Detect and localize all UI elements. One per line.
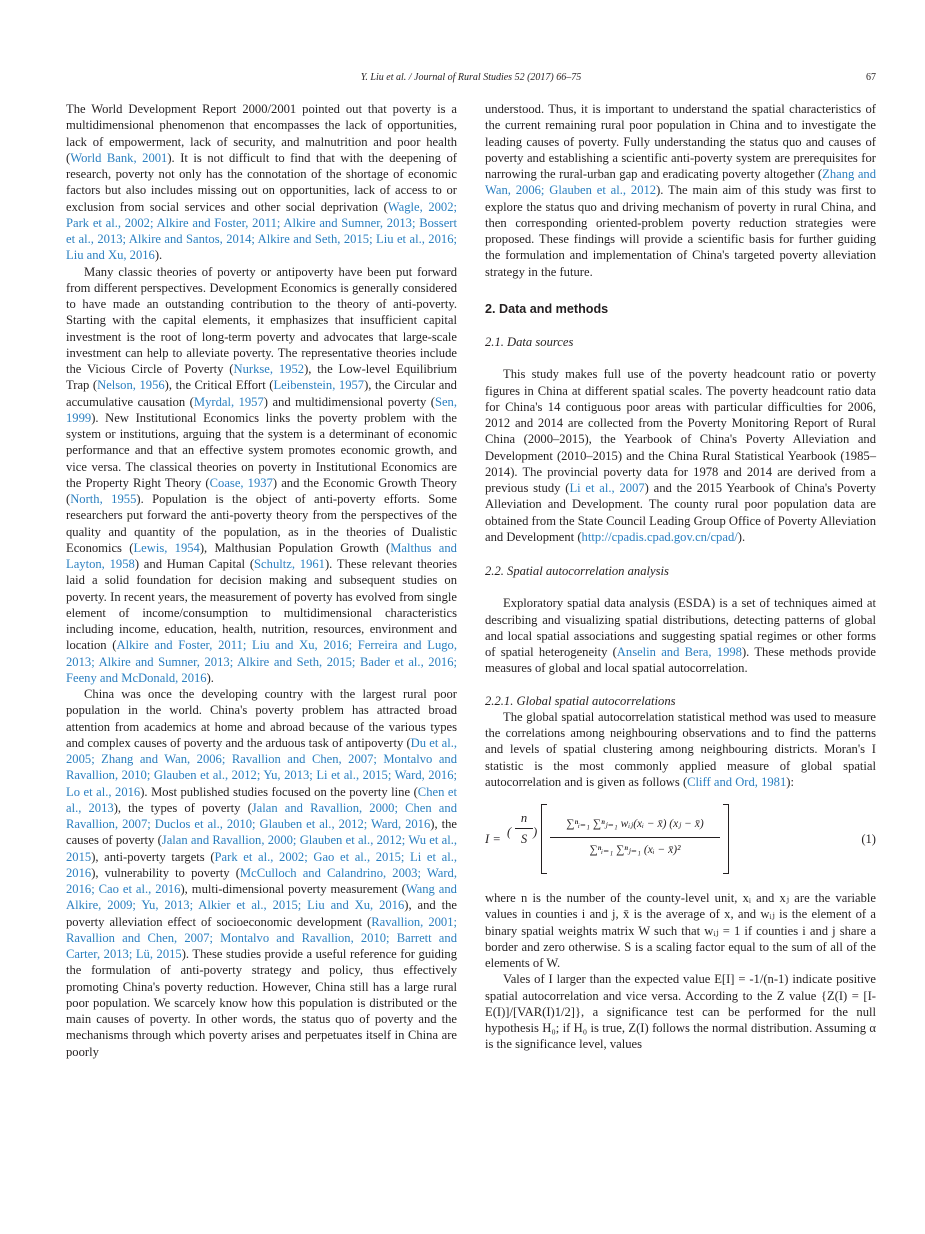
citation-link[interactable]: Coase, 1937 — [209, 475, 273, 490]
citation-link[interactable]: Jalan and Ravallion, 2000; Glauben et al., 2012; Wu et al., 2015 — [66, 833, 457, 864]
citation-link[interactable]: Jalan and Ravallion, 2000; Chen and Ravallion, 2007; Duclos et al., 2010; Glauben et al., 2012; Ward, 2016 — [66, 800, 457, 831]
paragraph: This study makes full use of the poverty headcount ratio or poverty figures in China at different spatial scales. The poverty headcount ratio data for China's 14 contiguous poor areas with particular difficulties for 2006, 2012 and 2014 are collected from the Poverty Monitoring Report of Rural China (2000–2015), the Yearbook of China's Poverty Alleviation and Development (2010–2015) and the China Rural Statistical Yearbook (1985–2014). The provincial poverty data for 1978 and 2014 are derived from a previous study (Li et al., 2007) and the 2015 Yearbook of China's Poverty Alleviation and Development. The county rural poor population data are obtained from the State Council Leading Group Office of Poverty Alleviation and Development (http://cpadis.cpad.gov.cn/cpad/). — [485, 367, 876, 544]
paragraph: understood. Thus, it is important to understand the spatial characteristics of the current remaining rural poor population in China and to investigate the leading causes of poverty. Fully understanding the status quo and causes of poverty and establishing a scientific anti-poverty system are prerequisites for narrowing the rural-urban gap and eradicating poverty altogether (Zhang and Wan, 2006; Glauben et al., 2012). The main aim of this study was first to explore the status quo and driving mechanism of poverty in rural China, and then corresponding oriented-problem poverty reduction strategies were proposed. These findings will provide a scientific basis for further guiding the formulation and implementation of China's targeted poverty alleviation strategy in the future. — [485, 102, 876, 279]
citation-link[interactable]: Du et al., 2005; Zhang and Wan, 2006; Ravallion and Chen, 2007; Montalvo and Ravallion, 2010; Glauben et al., 2012; Yu, 2013; Li et al., 2015; Ward, 2016; Lo et al., 2016 — [66, 735, 457, 799]
right-column — [485, 101, 876, 1053]
citation-link[interactable]: Myrdal, 1957 — [193, 394, 264, 409]
citation-link[interactable]: North, 1955 — [70, 492, 137, 506]
equation-bracket — [541, 804, 729, 874]
paragraph: where n is the number of the county-level unit, xᵢ and xⱼ are the variable values in counties i and j, x̄ is the average of x, and wᵢⱼ is the element of a binary spatial weights matrix W such that wᵢⱼ = 1 if counties i and j share a border and zero otherwise. S is a scaling factor equal to the sum of all of the elements of W. — [485, 891, 876, 970]
running-header — [66, 72, 876, 88]
citation-link[interactable]: Nurkse, 1952 — [233, 362, 305, 376]
citation-link[interactable]: Zhang and Wan, 2006; Glauben et al., 2012 — [485, 167, 876, 198]
equation-morans-i: I = ( n S ) ∑ⁿᵢ₌₁ ∑ⁿⱼ₌₁ wᵢⱼ(xᵢ − x̄) (xⱼ − x̄) ∑ⁿᵢ₌₁ ∑ⁿⱼ₌₁ (xᵢ − x̄)² (1) — [485, 804, 876, 880]
equation-number: (1) — [861, 832, 876, 846]
citation-link[interactable]: Schultz, 1961 — [254, 557, 325, 571]
citation-link[interactable]: Wagle, 2002; Park et al., 2002; Alkire and Foster, 2011; Alkire and Sumner, 2013; Bossert et al., 2013; Alkire and Santos, 2014; Alkire and Seth, 2015; Liu et al., 2016; Liu and Xu, 2016 — [66, 199, 457, 263]
left-column — [66, 101, 457, 1060]
journal-citation: Y. Liu et al. / Journal of Rural Studies 52 (2017) 66–75 — [360, 72, 582, 83]
paragraph: The World Development Report 2000/2001 pointed out that poverty is a multidimensional phenomenon that encompasses the lack of opportunities, lack of empowerment, lack of security, and malnutrition and poor health (World Bank, 2001). It is not difficult to find that with the deepening of research, poverty not only has the connotation of the shortage of economic factors but also includes missing out on opportunities, lack of access to or exclusion from social services and other social deprivation (Wagle, 2002; Park et al., 2002; Alkire and Foster, 2011; Alkire and Sumner, 2013; Bossert et al., 2013; Alkire and Santos, 2014; Alkire and Seth, 2015; Liu et al., 2016; Liu and Xu, 2016). — [66, 102, 457, 263]
citation-link[interactable]: Ravallion, 2001; Ravallion and Chen, 2007; Montalvo and Ravallion, 2010; Barrett and Carter, 2013; Lü, 2015 — [66, 914, 458, 961]
citation-link[interactable]: Cliff and Ord, 1981 — [687, 774, 787, 789]
citation-link[interactable]: Sen, 1999 — [66, 394, 457, 425]
section-heading: 2. Data and methods — [485, 301, 609, 316]
citation-link[interactable]: Malthus and Layton, 1958 — [66, 540, 457, 571]
paragraph: Vales of I larger than the expected value E[I] = -1/(n-1) indicate positive spatial autocorrelation and vice versa. According to the Z value {Z(I) = [I-E(I)]/[VAR(I)1/2]}, a significance test can be performed for the null hypothesis H₀; if H₀ is true, Z(I) follows the normal distribution. Assuming α is the significance level, values — [485, 972, 876, 1052]
page-number: 67 — [866, 72, 876, 83]
citation-link[interactable]: McCulloch and Calandrino, 2003; Ward, 2016; Cao et al., 2016 — [66, 865, 457, 896]
citation-link[interactable]: Nelson, 1956 — [97, 378, 165, 393]
paragraph: Many classic theories of poverty or antipoverty have been put forward from different perspectives. Development Economics is generally considered to have made an outstanding contribution to the theory of anti-poverty. Starting with the capital elements, it emphasizes that insufficient capital investment is the root of long-term poverty and advocates that large-scale investment can help to alleviate poverty. The representative theories include the Vicious Circle of Poverty (Nurkse, 1952), the Low-level Equilibrium Trap (Nelson, 1956), the Critical Effort (Leibenstein, 1957), the Circular and accumulative causation (Myrdal, 1957) and multidimensional poverty (Sen, 1999). New Institutional Economics links the poverty problem with the system or institutions, arguing that the system is a determinant of economic performance and that an effective system promotes economic growth, and vice versa. The classical theories on poverty in Institutional Economics are the Property Right Theory (Coase, 1937) and the Economic Growth Theory (North, 1955). Population is the object of anti-poverty efforts. Some researchers put forward the anti-poverty theory from the perspectives of the quality and quantity of the population, as in the theories of Dualistic Economics (Lewis, 1954), Malthusian Population Growth (Malthus and Layton, 1958) and Human Capital (Schultz, 1961). These relevant theories laid a solid foundation for decision making and subsequent studies on poverty. In recent years, the measurement of poverty has evolved from single element of income/consumption to multidimensional characteristics including income, education, health, nutrition, resources, environment and location (Alkire and Foster, 2011; Liu and Xu, 2016; Ferreira and Lugo, 2013; Alkire and Sumner, 2013; Alkire and Seth, 2015; Bader et al., 2016; Feeny and McDonald, 2016). — [66, 264, 457, 685]
equation-denominator: ∑ⁿᵢ₌₁ ∑ⁿⱼ₌₁ (xᵢ − x̄)² — [589, 844, 681, 856]
equation-scale-fraction: n S — [515, 810, 533, 848]
equation-lhs: I = — [485, 832, 501, 846]
paragraph: China was once the developing country with the largest rural poor population in the world. China's poverty problem has attracted broad attention from academics at home and abroad because of the various types and complex causes of poverty and the arduous task of antipoverty (Du et al., 2005; Zhang and Wan, 2006; Ravallion and Chen, 2007; Montalvo and Ravallion, 2010; Glauben et al., 2012; Yu, 2013; Li et al., 2015; Ward, 2016; Lo et al., 2016). Most published studies focused on the poverty line (Chen et al., 2013), the types of poverty (Jalan and Ravallion, 2000; Chen and Ravallion, 2007; Duclos et al., 2010; Glauben et al., 2012; Ward, 2016), the causes of poverty (Jalan and Ravallion, 2000; Glauben et al., 2012; Wu et al., 2015), anti-poverty targets (Park et al., 2002; Gao et al., 2015; Li et al., 2016), vulnerability to poverty (McCulloch and Calandrino, 2003; Ward, 2016; Cao et al., 2016), multi-dimensional poverty measurement (Wang and Alkire, 2009; Yu, 2013; Alkier et al., 2015; Liu and Xu, 2016), and the poverty alleviation effect of socioeconomic development (Ravallion, 2001; Ravallion and Chen, 2007; Montalvo and Ravallion, 2010; Barrett and Carter, 2013; Lü, 2015). These studies provide a useful reference for guiding the formulation of anti-poverty strategy and policy, thus effectively promoting China's poverty reduction. However, China still has a large rural poor population. We scarcely know how this population is distributed or the main causes of poverty. In other words, the status quo of poverty and the mechanisms through which poverty arises and perpetuates itself in China are poorly — [66, 687, 458, 1059]
citation-link[interactable]: Li et al., 2007 — [569, 481, 645, 495]
citation-link[interactable]: Anselin and Bera, 1998 — [616, 645, 742, 659]
citation-link[interactable]: Chen et al., 2013 — [66, 784, 457, 815]
citation-link[interactable]: Lewis, 1954 — [133, 540, 200, 555]
citation-link[interactable]: Alkire and Foster, 2011; Liu and Xu, 2016; Ferreira and Lugo, 2013; Alkire and Sumner, 2013; Alkire and Seth, 2015; Bader et al., 2016; Feeny and McDonald, 2016 — [66, 638, 457, 685]
subsubsection-heading: 2.2.1. Global spatial autocorrelations — [485, 693, 676, 708]
subsection-heading: 2.1. Data sources — [485, 335, 574, 349]
citation-link[interactable]: Wang and Alkire, 2009; Yu, 2013; Alkier et al., 2015; Liu and Xu, 2016 — [66, 882, 457, 913]
url-link[interactable]: http://cpadis.cpad.gov.cn/cpad/ — [581, 529, 738, 544]
paragraph: The global spatial autocorrelation statistical method was used to measure the correlations among neighbouring observations and to find the patterns and levels of spatial clustering among neighbouring districts. Moran's I statistic is the most commonly applied measure of global spatial autocorrelation and is given as follows (Cliff and Ord, 1981): — [485, 709, 876, 789]
citation-link[interactable]: World Bank, 2001 — [70, 150, 168, 165]
subsection-heading: 2.2. Spatial autocorrelation analysis — [485, 564, 669, 578]
citation-link[interactable]: Park et al., 2002; Gao et al., 2015; Li et al., 2016 — [66, 849, 458, 880]
citation-link[interactable]: Leibenstein, 1957 — [273, 378, 365, 393]
equation-numerator: ∑ⁿᵢ₌₁ ∑ⁿⱼ₌₁ wᵢⱼ(xᵢ − x̄) (xⱼ − x̄) — [566, 818, 704, 830]
paragraph: Exploratory spatial data analysis (ESDA) is a set of techniques aimed at describing and visualizing spatial distributions, detecting patterns of global and local spatial associations and suggesting spatial regimes or other forms of spatial heterogeneity (Anselin and Bera, 1998). These methods provide measures of global and local spatial autocorrelation. — [485, 596, 876, 676]
